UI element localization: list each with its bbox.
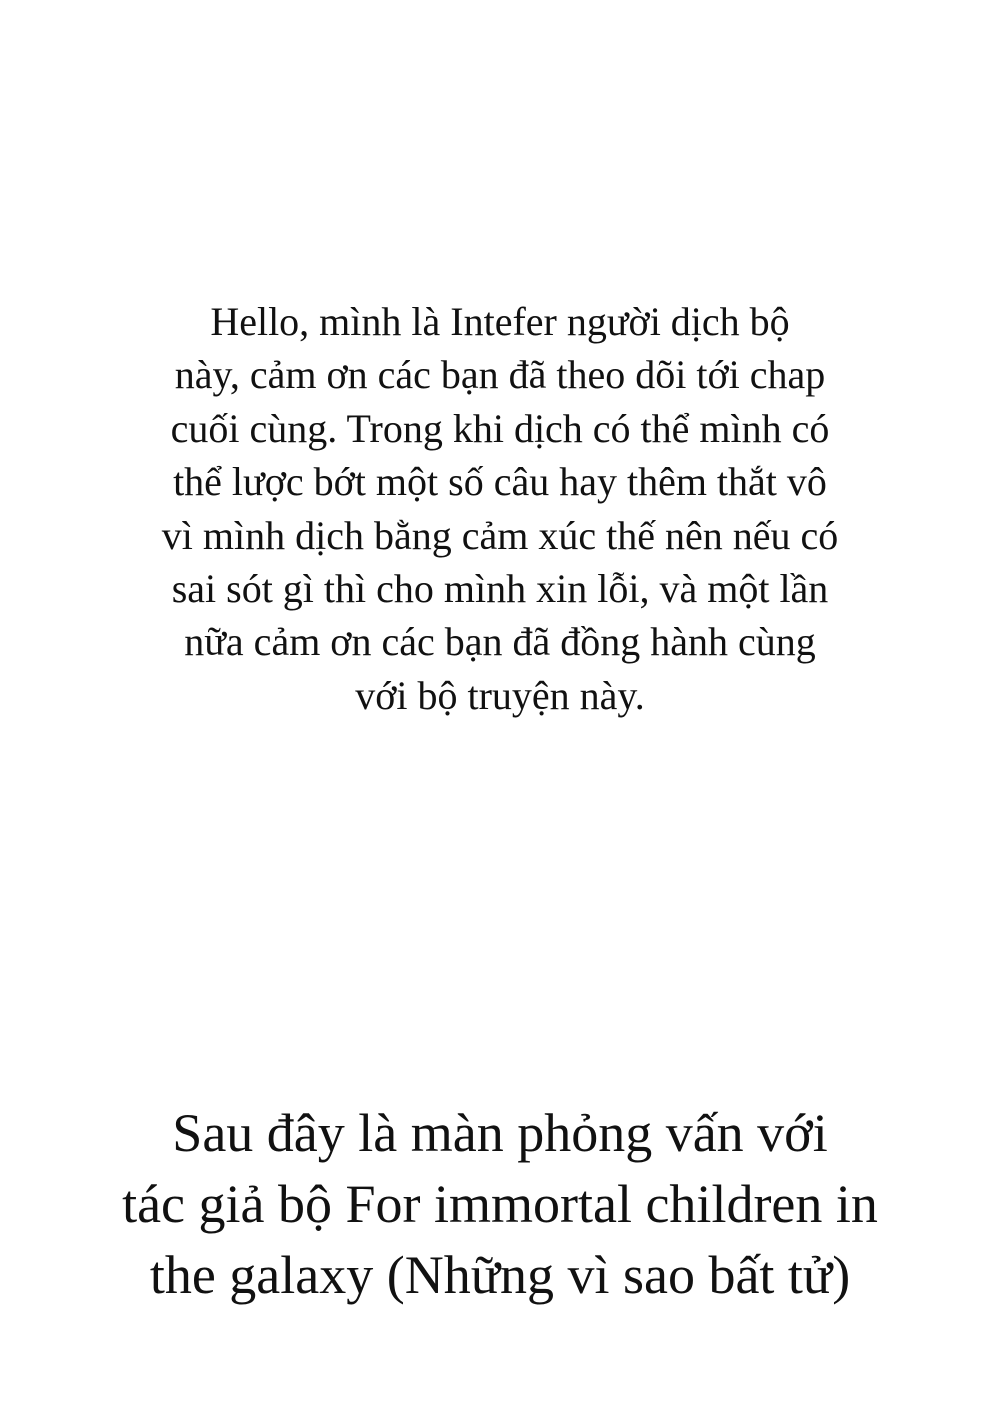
intro-line: the galaxy (Những vì sao bất tử) — [149, 1245, 851, 1305]
note-line: này, cảm ơn các bạn đã theo dõi tới chap — [174, 352, 826, 398]
note-line: nữa cảm ơn các bạn đã đồng hành cùng — [184, 619, 816, 665]
translator-note — [0, 295, 1000, 722]
note-line: sai sót gì thì cho mình xin lỗi, và một lần — [171, 566, 829, 612]
intro-line: tác giả bộ For immortal children in — [122, 1174, 878, 1234]
note-line: với bộ truyện này. — [355, 672, 645, 718]
intro-line: Sau đây là màn phỏng vấn với — [172, 1103, 828, 1163]
interview-intro — [0, 1098, 1000, 1311]
note-line: cuối cùng. Trong khi dịch có thể mình có — [170, 405, 830, 451]
note-line: thể lược bớt một số câu hay thêm thắt vô — [173, 459, 827, 505]
note-line: vì mình dịch bằng cảm xúc thế nên nếu có — [161, 512, 839, 558]
note-line: Hello, mình là Intefer người dịch bộ — [210, 299, 790, 344]
